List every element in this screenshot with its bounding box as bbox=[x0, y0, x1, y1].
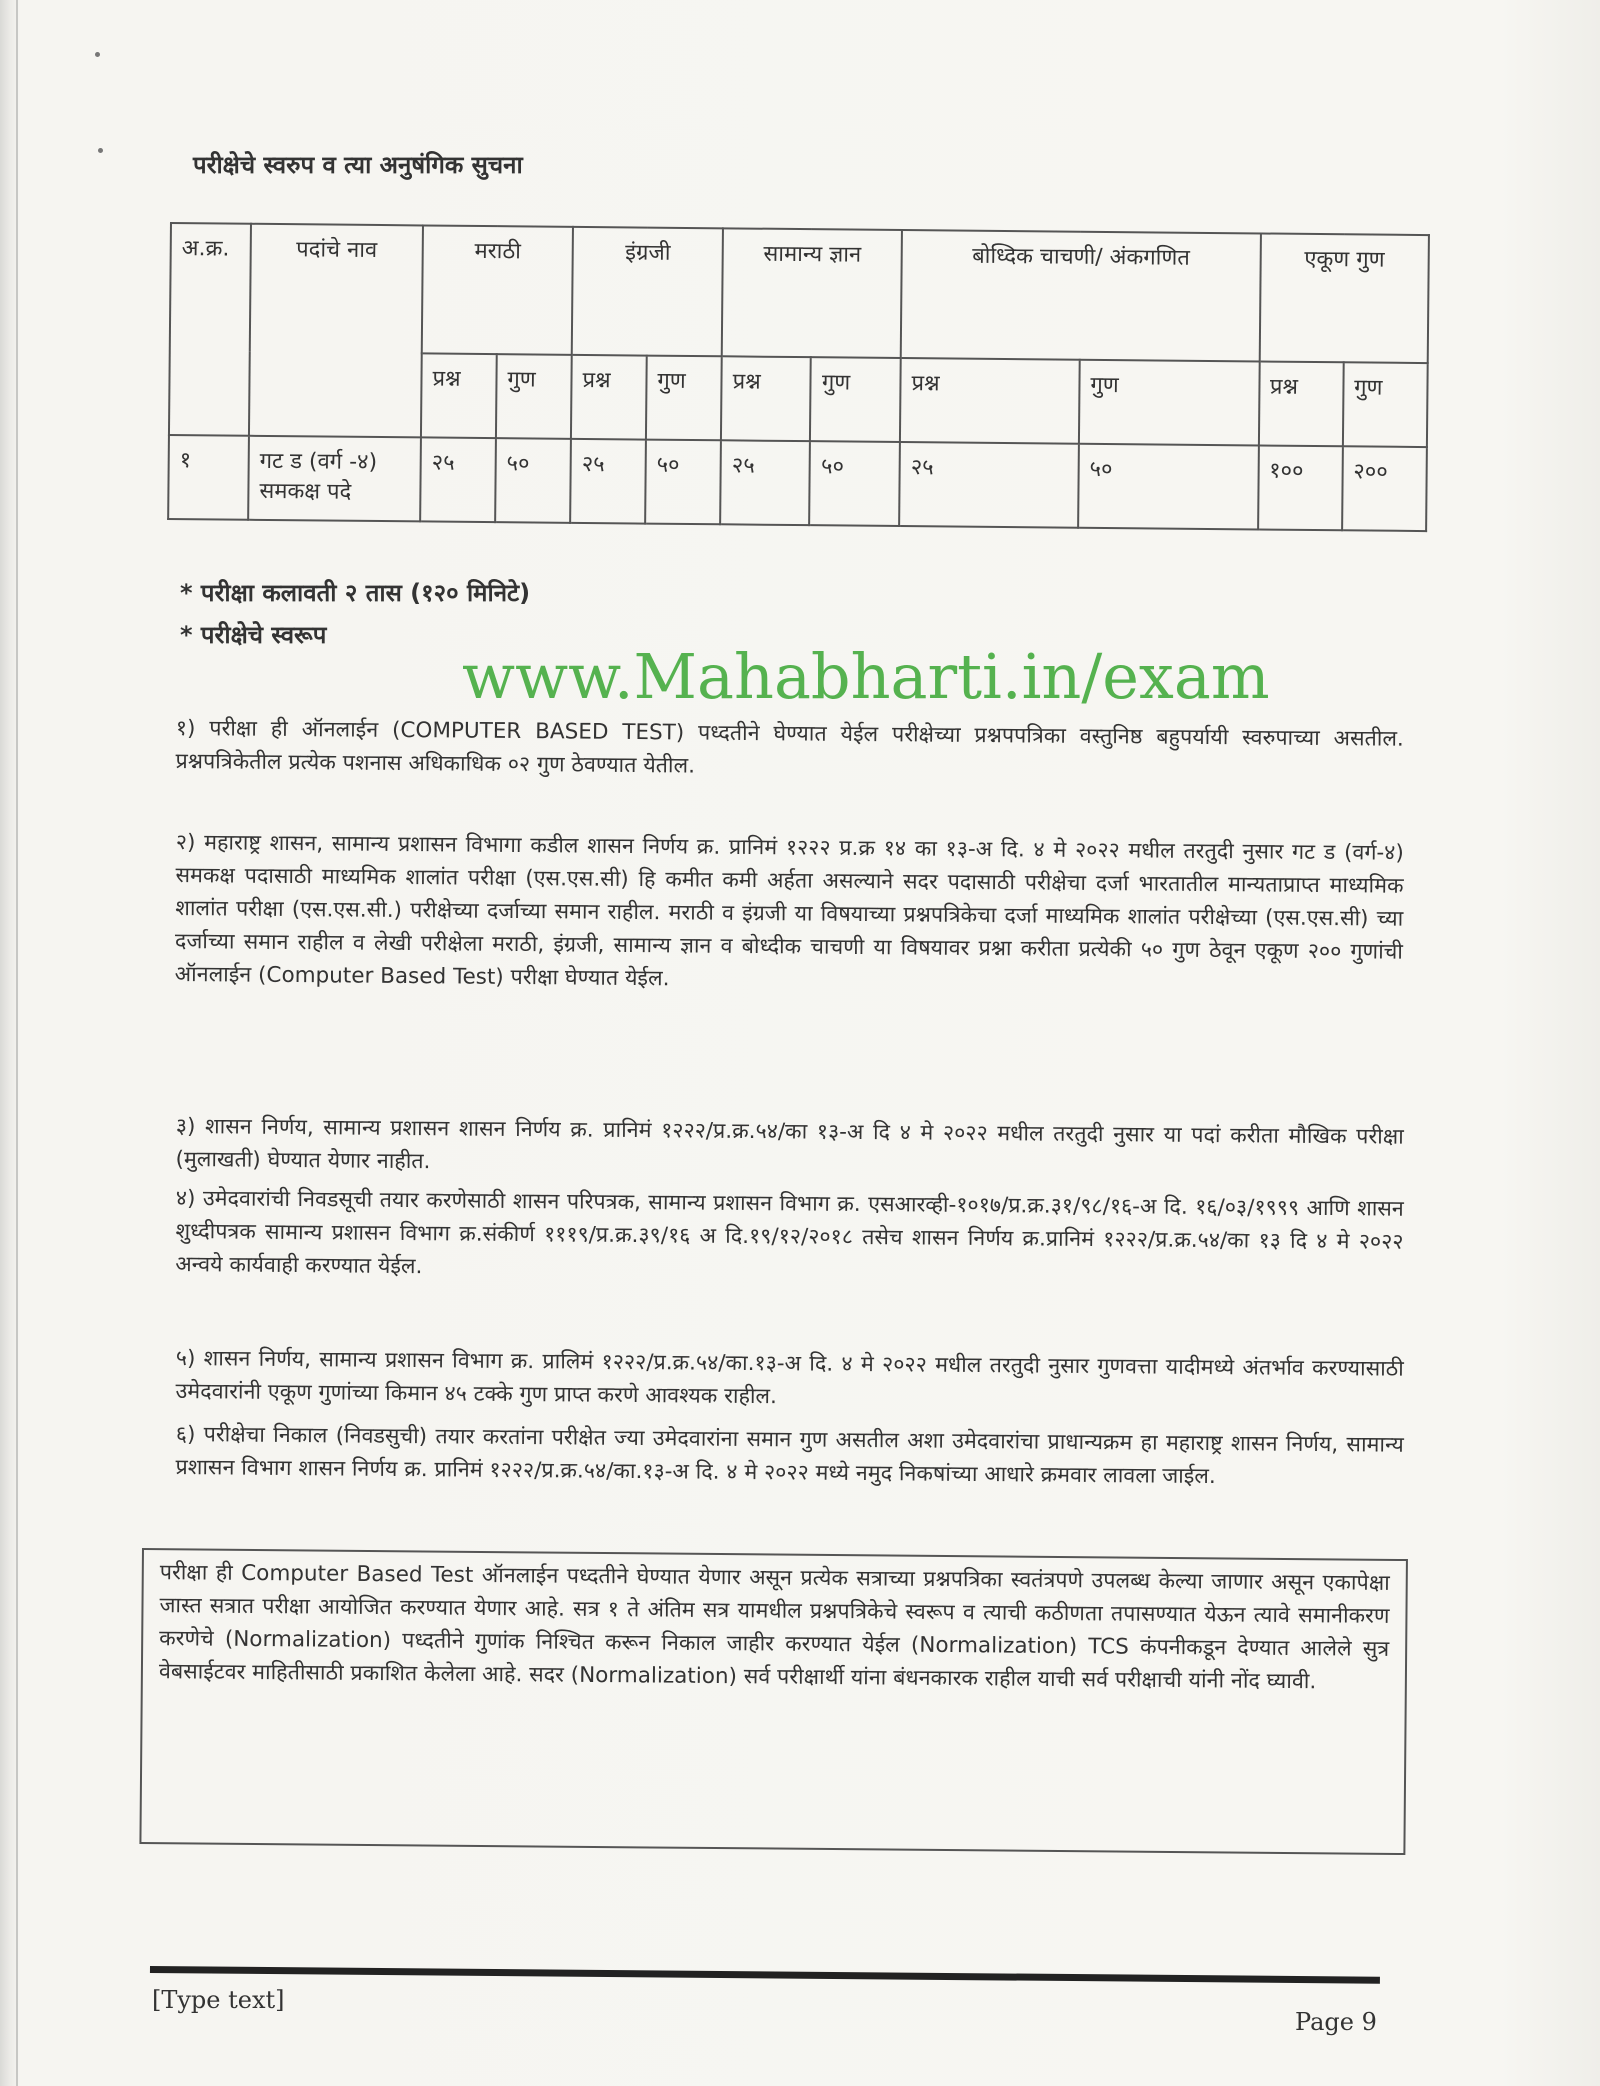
scan-speck bbox=[95, 52, 100, 57]
header-subject-general-knowledge: सामान्य ज्ञान bbox=[722, 228, 902, 358]
cell-value: ५० bbox=[1078, 444, 1258, 530]
subheader-marks: गुण bbox=[810, 357, 900, 442]
page-title: परीक्षेचे स्वरुप व त्या अनुषंगिक सुचना bbox=[193, 151, 523, 179]
header-sr-no: अ.क्र. bbox=[169, 223, 251, 436]
cell-post-name: गट ड (वर्ग -४) समकक्ष पदे bbox=[248, 436, 421, 522]
paragraph-4: ४) उमेदवारांची निवडसूची तयार करणेसाठी शासन परिपत्रक, सामान्य प्रशासन विभाग क्र. एसआरव्ही-१०१७/प्र.क्र.३१/९८/१६-अ दि. १६/०३/१९९९ आणि शासन शुध्दीपत्रक सामान्य प्रशासन विभाग क्र.संकीर्ण १११९/प्र.क्र.३९/१६ अ दि.१९/१२/२०१८ तसेच शासन निर्णय क्र.प्रानिमं १२२२/प्र.क्र.५४/का १३ दि ४ मे २०२२ अन्वये कार्यवाही करण्यात येईल. bbox=[175, 1185, 1404, 1280]
footer-rule bbox=[150, 1966, 1380, 1984]
page-number: Page 9 bbox=[1295, 2008, 1377, 2036]
subheader-questions: प्रश्न bbox=[1258, 361, 1343, 446]
cell-value: २५ bbox=[420, 437, 496, 522]
header-post-name: पदांचे नाव bbox=[249, 224, 423, 438]
subheader-marks: गुण bbox=[496, 354, 572, 439]
paragraph-2: २) महाराष्ट्र शासन, सामान्य प्रशासन विभागा कडील शासन निर्णय क्र. प्रानिमं १२२२ प्र.क्र १४ का १३-अ दि. ४ मे २०२२ मधील तरतुदी नुसार गट ड (वर्ग-४) समकक्ष पदासाठी माध्यमिक शालांत परीक्षा (एस.एस.सी) हि कमीत कमी अर्हता असल्याने सदर पदासाठी परीक्षेचा दर्जा भारतातील मान्यताप्राप्त माध्यमिक शालांत परीक्षा (एस.एस.सी.) परीक्षेच्या दर्जाच्या समान राहील. मराठी व इंग्रजी या विषयाच्या प्रश्नपत्रिकेचा दर्जा माध्यमिक शालांत परीक्षेच्या (एस.एस.सी) च्या दर्जाच्या समान राहील व लेखी परीक्षेला मराठी, इंग्रजी, सामान्य ज्ञान व बोध्दीक चाचणी या विषयावर प्रश्ना करीता प्रत्येकी ५० गुण ठेवून एकूण २०० गुणांची ऑनलाईन (Computer Based Test) परीक्षा घेण्यात येईल. bbox=[174, 829, 1404, 992]
bullet-duration: * परीक्षा कलावती २ तास (१२० मिनिटे) bbox=[180, 579, 531, 607]
subheader-marks: गुण bbox=[646, 356, 722, 441]
subheader-questions: प्रश्न bbox=[421, 353, 497, 438]
page-edge-line bbox=[16, 0, 18, 2086]
exam-marks-table bbox=[167, 222, 1430, 532]
bullet-format: * परीक्षेचे स्वरूप bbox=[180, 621, 327, 649]
paragraph-3: ३) शासन निर्णय, सामान्य प्रशासन शासन निर्णय क्र. प्रानिमं १२२२/प्र.क्र.५४/का १३-अ दि ४ मे २०२२ मधील तरतुदी नुसार या पदां करीता मौखिक परीक्षा (मुलाखती) घेण्यात येणार नाहीत. bbox=[175, 1113, 1404, 1175]
subheader-questions: प्रश्न bbox=[900, 358, 1080, 444]
header-total-marks: एकूण गुण bbox=[1259, 233, 1429, 363]
cell-value: १०० bbox=[1258, 445, 1343, 530]
paragraph-1: १) परीक्षा ही ऑनलाईन (COMPUTER BASED TEST) पध्दतीने घेण्यात येईल परीक्षेच्या प्रश्नपपत्रिका वस्तुनिष्ठ बहुपर्यायी स्वरुपाच्या असतील. प्रश्नपत्रिकेतील प्रत्येक पशनास अधिकाधिक ०२ गुण ठेवण्यात येतील. bbox=[175, 715, 1404, 779]
watermark-link[interactable]: www.Mahabharti.in/exam bbox=[462, 640, 1270, 713]
cell-value: ५० bbox=[645, 440, 721, 525]
scan-speck bbox=[98, 148, 103, 153]
header-subject-english: इंग्रजी bbox=[572, 227, 723, 356]
subheader-marks: गुण bbox=[1079, 360, 1259, 446]
normalization-note-box: परीक्षा ही Computer Based Test ऑनलाईन पध्दतीने घेण्यात येणार असून प्रत्येक सत्राच्या प्रश्नपत्रिका स्वतंत्रपणे उपलब्ध केल्या जाणार असून एकापेक्षा जास्त सत्रात परीक्षा आयोजित करण्यात येणार आहे. सत्र १ ते अंतिम सत्र यामधील प्रश्नपत्रिकेचे स्वरूप व त्याची कठीणता तपासण्यात येऊन त्यावे समानीकरण करणेचे (Normalization) पध्दतीने गुणांक निश्चित करून निकाल जाहीर करण्यात येईल (Normalization) TCS कंपनीकडून देण्यात आलेले सुत्र वेबसाईटवर माहितीसाठी प्रकाशित केलेला आहे. सदर (Normalization) सर्व परीक्षार्थी यांना बंधनकारक राहील याची सर्व परीक्षाची यांनी नोंद घ्यावी. bbox=[139, 1548, 1408, 1855]
cell-value: ५० bbox=[495, 438, 571, 523]
cell-value: ५० bbox=[810, 441, 900, 526]
paragraph-5: ५) शासन निर्णय, सामान्य प्रशासन विभाग क्र. प्रालिमं १२२२/प्र.क्र.५४/का.१३-अ दि. ४ मे २०२२ मधील तरतुदी नुसार गुणवत्ता यादीमध्ये अंतर्भाव करण्यासाठी उमेदवारांनी एकूण गुणांच्या किमान ४५ टक्के गुण प्राप्त करणे आवश्यक राहील. bbox=[175, 1345, 1404, 1410]
cell-value: २५ bbox=[720, 440, 810, 525]
cell-sr-no: १ bbox=[168, 435, 249, 520]
subheader-marks: गुण bbox=[1343, 362, 1428, 447]
header-subject-reasoning: बोध्दिक चाचणी/ अंकगणित bbox=[901, 230, 1261, 361]
table-row bbox=[168, 435, 1427, 531]
header-subject-marathi: मराठी bbox=[422, 225, 573, 354]
cell-value: २५ bbox=[570, 439, 646, 524]
subheader-questions: प्रश्न bbox=[721, 356, 811, 441]
cell-value: २०० bbox=[1342, 446, 1427, 531]
footer-placeholder-text: [Type text] bbox=[152, 1986, 285, 2014]
cell-value: २५ bbox=[899, 442, 1079, 528]
subheader-questions: प्रश्न bbox=[571, 355, 647, 440]
paragraph-6: ६) परीक्षेचा निकाल (निवडसुची) तयार करतांना परीक्षेत ज्या उमेदवारांना समान गुण असतील अशा उमेदवारांचा प्राधान्यक्रम हा महाराष्ट्र शासन निर्णय, सामान्य प्रशासन विभाग शासन निर्णय क्र. प्रानिमं १२२२/प्र.क्र.५४/का.१३-अ दि. ४ मे २०२२ मध्ये नमुद निकषांच्या आधारे क्रमवार लावला जाईल. bbox=[175, 1421, 1404, 1490]
